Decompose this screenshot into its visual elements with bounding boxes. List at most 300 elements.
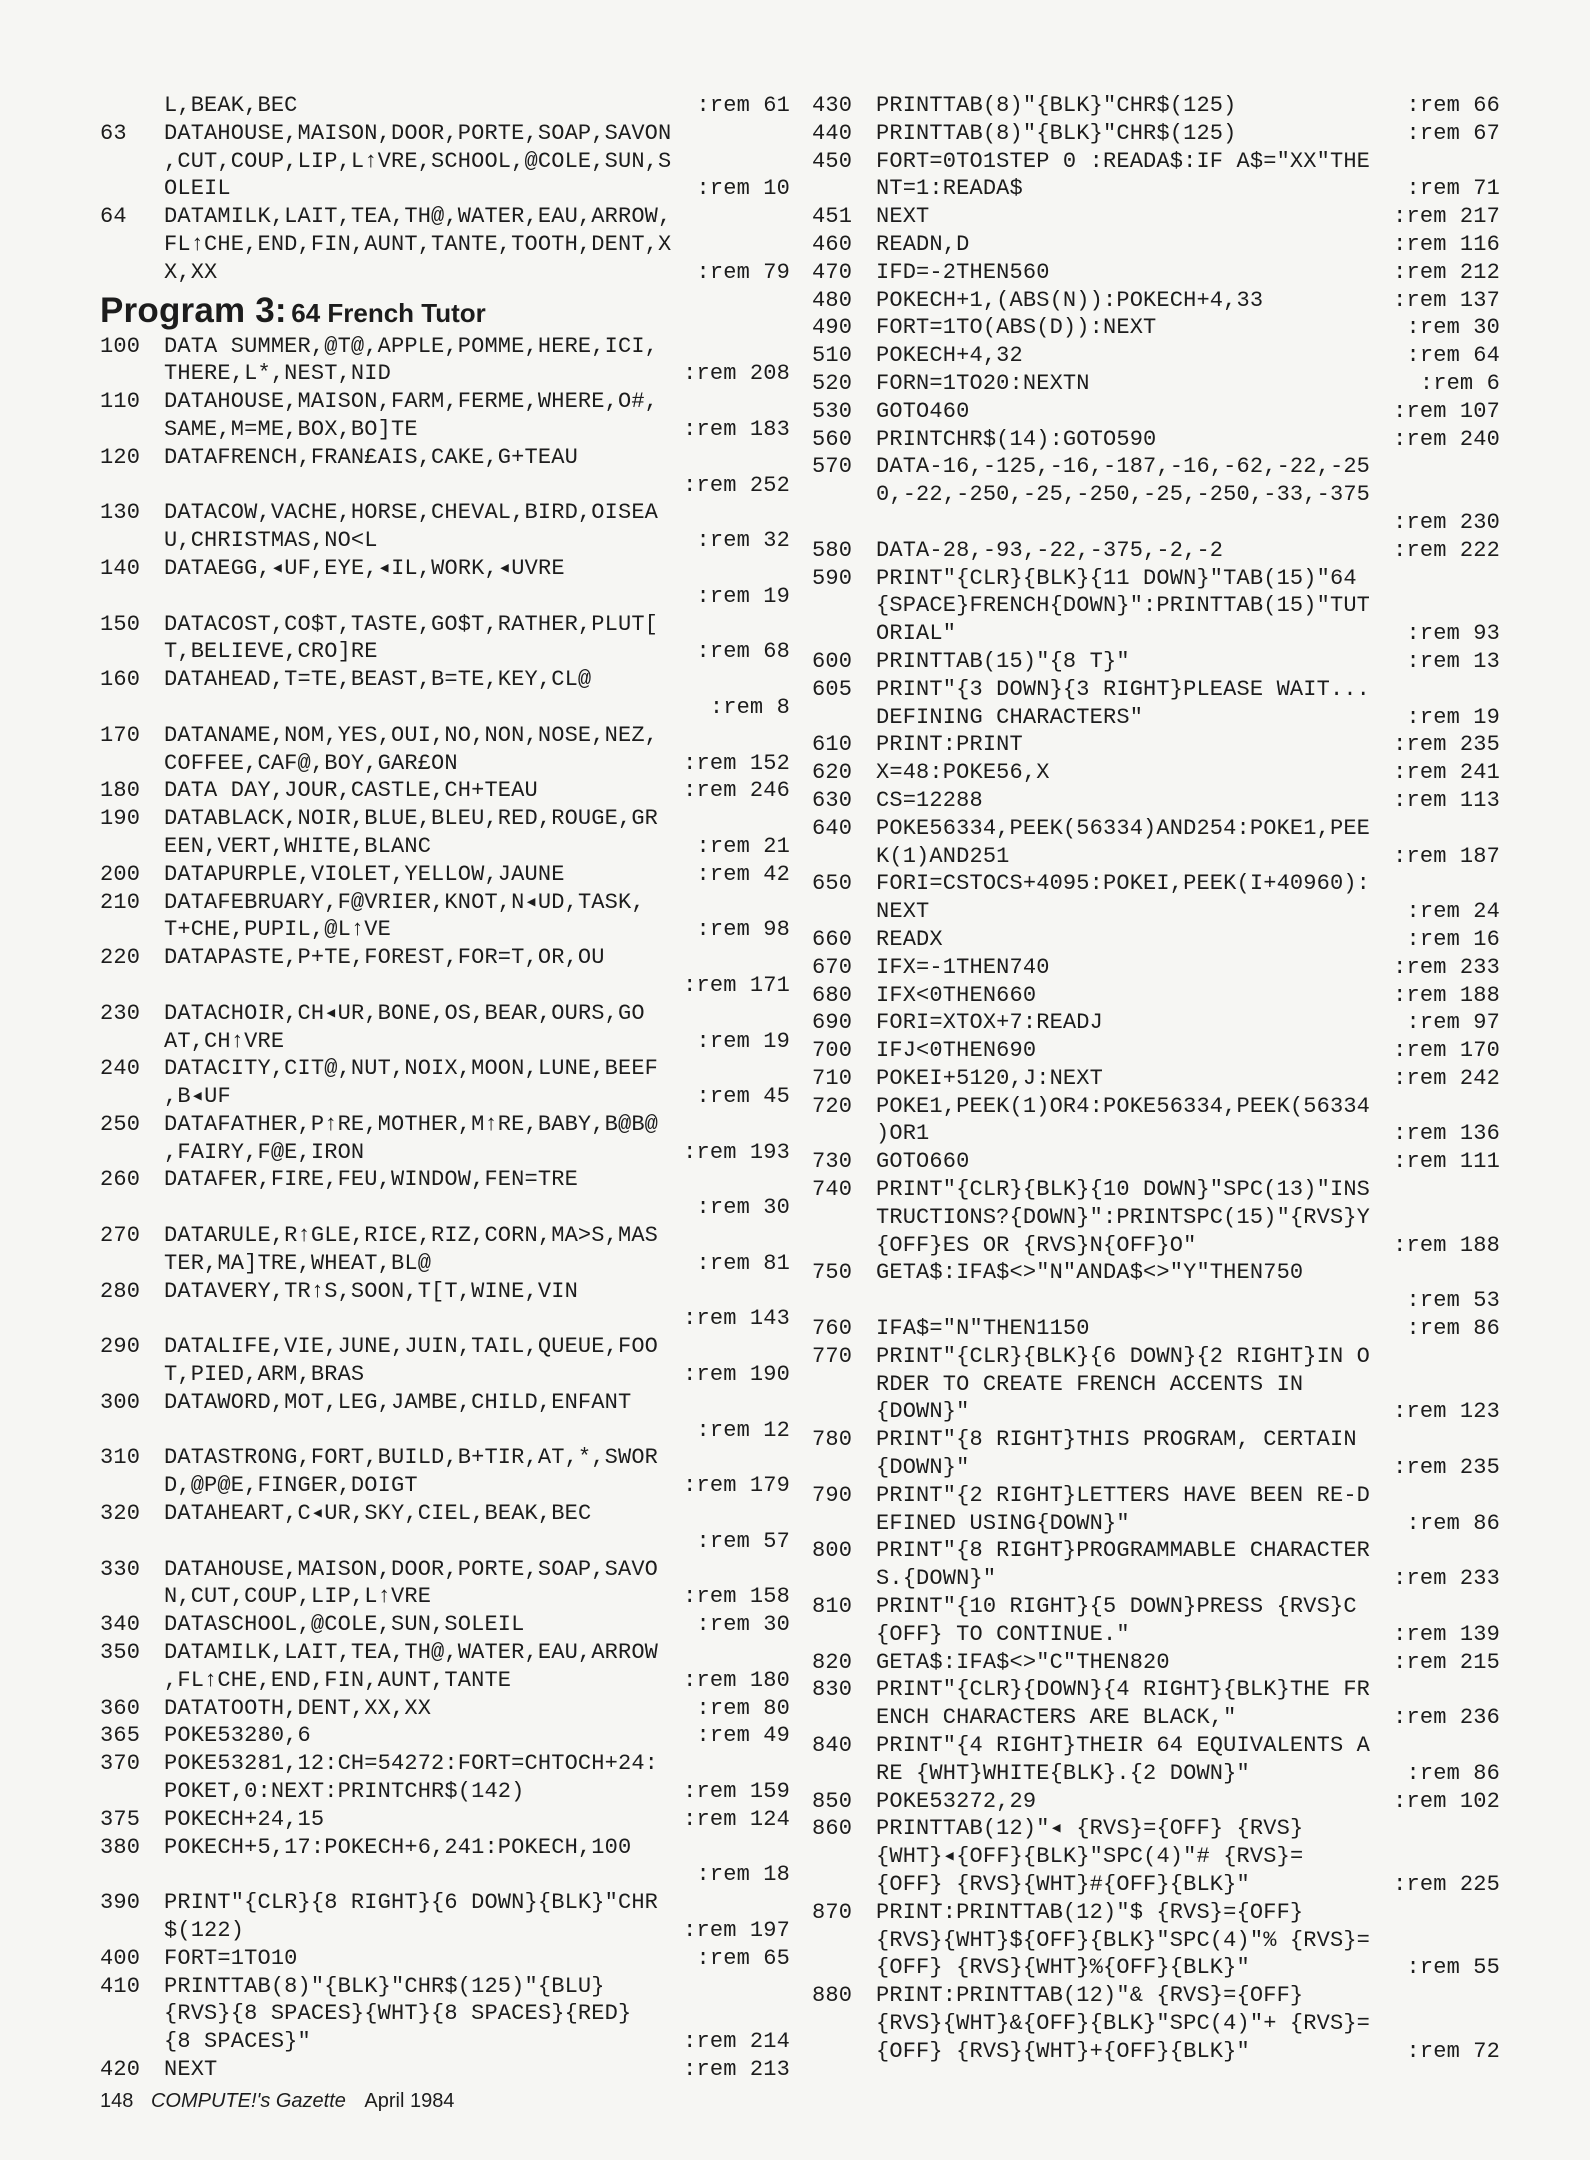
rem-checksum: :rem 86 (1406, 1760, 1500, 1786)
code-line (812, 2010, 1500, 2038)
line-number: 400 (100, 1945, 141, 1971)
code-text: DATACITY,CIT@,NUT,NOIX,MOON,LUNE,BEEF (164, 1056, 659, 1082)
rem-checksum: :rem 241 (1393, 760, 1500, 786)
code-line (100, 1528, 790, 1556)
rem-checksum: :rem 65 (696, 1945, 790, 1971)
code-text: FORI=XTOX+7:READJ (876, 1010, 1103, 1036)
code-line (100, 388, 790, 416)
code-text: PRINT"{8 RIGHT}PROGRAMMABLE CHARACTER (876, 1538, 1371, 1564)
rem-checksum: :rem 212 (1393, 259, 1500, 285)
code-text: FL↑CHE,END,FIN,AUNT,TANTE,TOOTH,DENT,X (164, 231, 672, 257)
code-line (100, 231, 790, 259)
code-text: {DOWN}" (876, 1399, 970, 1425)
code-line (100, 1722, 790, 1750)
code-text: COFFEE,CAF@,BOY,GAR£ON (164, 750, 458, 776)
code-text: DATAHEAD,T=TE,BEAST,B=TE,KEY,CL@ (164, 667, 592, 693)
rem-checksum: :rem 12 (696, 1417, 790, 1443)
rem-checksum: :rem 57 (696, 1528, 790, 1554)
code-line (100, 1444, 790, 1472)
code-text: PRINT:PRINTTAB(12)"& {RVS}={OFF} (876, 1983, 1304, 2009)
code-line (812, 1704, 1500, 1732)
code-line (812, 1232, 1500, 1260)
code-line (812, 1259, 1500, 1287)
line-number: 330 (100, 1556, 141, 1582)
code-line (100, 148, 790, 176)
code-line (812, 731, 1500, 759)
line-number: 220 (100, 945, 141, 971)
rem-checksum: :rem 158 (683, 1584, 790, 1610)
rem-checksum: :rem 171 (683, 972, 790, 998)
code-line (100, 750, 790, 778)
code-line (812, 370, 1500, 398)
line-number: 63 (100, 120, 127, 146)
code-line (100, 611, 790, 639)
code-line (100, 1111, 790, 1139)
program-3-listing-part-2 (812, 92, 1500, 2066)
line-number: 120 (100, 444, 141, 470)
code-line (812, 453, 1500, 481)
code-text: DATAHOUSE,MAISON,DOOR,PORTE,SOAP,SAVON (164, 120, 672, 146)
code-text: NEXT (164, 2056, 218, 2082)
rem-checksum: :rem 24 (1406, 899, 1500, 925)
code-text: ENCH CHARACTERS ARE BLACK," (876, 1705, 1237, 1731)
rem-checksum: :rem 71 (1406, 176, 1500, 202)
code-line (100, 1500, 790, 1528)
code-line (812, 1593, 1500, 1621)
code-text: {DOWN}" (876, 1455, 970, 1481)
code-text: DATAWORD,MOT,LEG,JAMBE,CHILD,ENFANT (164, 1389, 632, 1415)
rem-checksum: :rem 225 (1393, 1872, 1500, 1897)
code-line (812, 1788, 1500, 1816)
line-number: 740 (812, 1177, 853, 1203)
code-line (100, 360, 790, 388)
code-line (812, 1148, 1500, 1176)
code-line (812, 481, 1500, 509)
rem-checksum: :rem 159 (683, 1779, 790, 1805)
rem-checksum: :rem 187 (1393, 843, 1500, 869)
rem-checksum: :rem 32 (696, 528, 790, 554)
line-number: 110 (100, 389, 141, 415)
code-line (100, 889, 790, 917)
code-line (812, 620, 1500, 648)
code-text: K(1)AND251 (876, 843, 1010, 869)
code-line (812, 1426, 1500, 1454)
code-text: PRINT"{4 RIGHT}THEIR 64 EQUIVALENTS A (876, 1733, 1371, 1759)
line-number: 600 (812, 648, 853, 674)
rem-checksum: :rem 217 (1393, 204, 1500, 230)
line-number: 560 (812, 426, 853, 452)
line-number: 780 (812, 1427, 853, 1453)
code-text: TER,MA]TRE,WHEAT,BL@ (164, 1250, 432, 1276)
code-text: GETA$:IFA$<>"N"ANDA$<>"Y"THEN750 (876, 1260, 1304, 1286)
rem-checksum: :rem 214 (683, 2029, 790, 2055)
code-line (100, 583, 790, 611)
code-line (812, 592, 1500, 620)
code-text: DATARULE,R↑GLE,RICE,RIZ,CORN,MA>S,MAS (164, 1223, 659, 1249)
rem-checksum: :rem 193 (683, 1139, 790, 1165)
code-line (100, 259, 790, 287)
code-line (100, 1778, 790, 1806)
code-text: PRINT"{CLR}{8 RIGHT}{6 DOWN}{BLK}"CHR (164, 1890, 659, 1916)
code-line (812, 1982, 1500, 2010)
code-line (812, 1843, 1500, 1871)
code-line (100, 916, 790, 944)
code-text: PRINTTAB(8)"{BLK}"CHR$(125) (876, 120, 1237, 146)
code-text: IFJ<0THEN690 (876, 1038, 1037, 1064)
code-text: {OFF} {RVS}{WHT}%{OFF}{BLK}" (876, 1955, 1250, 1981)
line-number: 520 (812, 370, 853, 396)
rem-checksum: :rem 93 (1406, 621, 1500, 647)
code-line (100, 1000, 790, 1028)
line-number: 230 (100, 1000, 141, 1026)
code-text: POKEI+5120,J:NEXT (876, 1065, 1103, 1091)
code-text: DATAHEART,C◂UR,SKY,CIEL,BEAK,BEC (164, 1501, 592, 1527)
rem-checksum: :rem 143 (683, 1306, 790, 1332)
line-number: 730 (812, 1149, 853, 1175)
code-line (100, 1055, 790, 1083)
line-number: 140 (100, 555, 141, 581)
rem-checksum: :rem 188 (1393, 982, 1500, 1008)
code-text: ,B◂UF (164, 1084, 231, 1110)
code-line (100, 1194, 790, 1222)
code-text: DATAPASTE,P+TE,FOREST,FOR=T,OR,OU (164, 945, 605, 971)
line-number: 750 (812, 1260, 853, 1286)
code-text: PRINT"{CLR}{BLK}{6 DOWN}{2 RIGHT}IN O (876, 1343, 1371, 1369)
line-number: 160 (100, 667, 141, 693)
code-line (812, 259, 1500, 287)
code-line (100, 1083, 790, 1111)
rem-checksum: :rem 6 (1419, 370, 1500, 396)
code-text: PRINT:PRINTTAB(12)"$ {RVS}={OFF} (876, 1899, 1304, 1925)
line-number: 700 (812, 1038, 853, 1064)
line-number: 470 (812, 259, 853, 285)
code-text: POKECH+24,15 (164, 1806, 325, 1832)
line-number: 570 (812, 454, 853, 480)
code-text: PRINT"{CLR}{BLK}{11 DOWN}"TAB(15)"64 (876, 565, 1357, 591)
line-number: 420 (100, 2056, 141, 2082)
code-text: FORN=1TO20:NEXTN (876, 370, 1090, 396)
code-text: POKECH+4,32 (876, 343, 1023, 369)
line-number: 830 (812, 1677, 853, 1703)
code-line (812, 676, 1500, 704)
code-line (812, 1343, 1500, 1371)
code-line (100, 1917, 790, 1945)
code-line (812, 1927, 1500, 1955)
code-line (812, 1676, 1500, 1704)
code-text: PRINTTAB(8)"{BLK}"CHR$(125) (876, 93, 1237, 118)
code-text: POKE56334,PEEK(56334)AND254:POKE1,PEE (876, 815, 1371, 841)
page-footer (100, 2090, 454, 2113)
code-line (100, 499, 790, 527)
rem-checksum: :rem 30 (696, 1195, 790, 1221)
code-text: POKE1,PEEK(1)OR4:POKE56334,PEEK(56334 (876, 1093, 1371, 1119)
code-line (812, 1398, 1500, 1426)
code-line (100, 203, 790, 231)
line-number: 320 (100, 1501, 141, 1527)
code-line (812, 1760, 1500, 1788)
line-number: 880 (812, 1983, 853, 2009)
line-number: 180 (100, 778, 141, 804)
code-text: FORT=0TO1STEP 0 :READA$:IF A$="XX"THE (876, 148, 1371, 174)
code-text: X,XX (164, 259, 218, 285)
line-number: 290 (100, 1334, 141, 1360)
code-line (100, 92, 790, 120)
line-number: 660 (812, 926, 853, 952)
rem-checksum: :rem 68 (696, 639, 790, 665)
code-text: {RVS}{WHT}${OFF}{BLK}"SPC(4)"% {RVS}= (876, 1927, 1371, 1953)
issue-date: April 1984 (364, 2090, 455, 2112)
code-text: IFD=-2THEN560 (876, 259, 1050, 285)
code-text: FORI=CSTOCS+4095:POKEI,PEEK(I+40960): (876, 871, 1371, 897)
code-text: PRINT"{CLR}{DOWN}{4 RIGHT}{BLK}THE FR (876, 1677, 1371, 1703)
line-number: 810 (812, 1594, 853, 1620)
code-line (100, 120, 790, 148)
code-text: PRINT"{8 RIGHT}THIS PROGRAM, CERTAIN (876, 1427, 1357, 1453)
program-subtitle: 64 French Tutor (291, 297, 486, 328)
rem-checksum: :rem 86 (1406, 1316, 1500, 1342)
rem-checksum: :rem 213 (683, 2056, 790, 2082)
rem-checksum: :rem 190 (683, 1362, 790, 1388)
line-number: 860 (812, 1816, 853, 1842)
line-number: 620 (812, 760, 853, 786)
rem-checksum: :rem 19 (1406, 704, 1500, 730)
code-line (812, 398, 1500, 426)
rem-checksum: :rem 72 (1406, 2038, 1500, 2064)
code-text: NT=1:READA$ (876, 176, 1023, 202)
rem-checksum: :rem 179 (683, 1473, 790, 1499)
rem-checksum: :rem 79 (696, 259, 790, 285)
code-line (812, 342, 1500, 370)
rem-checksum: :rem 136 (1393, 1121, 1500, 1147)
rem-checksum: :rem 208 (683, 361, 790, 387)
code-line (100, 1361, 790, 1389)
code-text: PRINT"{3 DOWN}{3 RIGHT}PLEASE WAIT... (876, 676, 1371, 702)
code-line (812, 1899, 1500, 1927)
code-line (812, 1037, 1500, 1065)
code-line (812, 1510, 1500, 1538)
code-text: DATASCHOOL,@COLE,SUN,SOLEIL (164, 1612, 525, 1638)
code-line (812, 426, 1500, 454)
code-line (100, 1639, 790, 1667)
code-text: READN,D (876, 231, 970, 257)
line-number: 64 (100, 204, 127, 230)
code-text: DATA SUMMER,@T@,APPLE,POMME,HERE,ICI, (164, 333, 659, 359)
code-text: DATANAME,NOM,YES,OUI,NO,NON,NOSE,NEZ, (164, 722, 659, 748)
code-text: DATAHOUSE,MAISON,DOOR,PORTE,SOAP,SAVO (164, 1556, 659, 1582)
rem-checksum: :rem 123 (1393, 1399, 1500, 1425)
rem-checksum: :rem 19 (696, 583, 790, 609)
code-line (812, 231, 1500, 259)
code-line (100, 1250, 790, 1278)
code-line (100, 1333, 790, 1361)
code-text: PRINTTAB(12)"◂ {RVS}={OFF} {RVS} (876, 1816, 1304, 1842)
line-number: 340 (100, 1612, 141, 1638)
code-text: T,PIED,ARM,BRAS (164, 1362, 365, 1388)
code-line (812, 1482, 1500, 1510)
rem-checksum: :rem 152 (683, 750, 790, 776)
code-line (100, 1695, 790, 1723)
code-line (100, 1389, 790, 1417)
code-text: S.{DOWN}" (876, 1566, 997, 1592)
code-line (100, 1028, 790, 1056)
code-line (100, 444, 790, 472)
code-text: POKET,0:NEXT:PRINTCHR$(142) (164, 1779, 525, 1805)
code-text: PRINT"{2 RIGHT}LETTERS HAVE BEEN RE-D (876, 1482, 1371, 1508)
rem-checksum: :rem 49 (696, 1723, 790, 1749)
rem-checksum: :rem 61 (696, 93, 790, 118)
line-number: 760 (812, 1316, 853, 1342)
code-text: NEXT (876, 899, 930, 925)
line-number: 720 (812, 1093, 853, 1119)
code-text: T+CHE,PUPIL,@L↑VE (164, 917, 391, 943)
line-number: 250 (100, 1111, 141, 1137)
code-text: X=48:POKE56,X (876, 760, 1050, 786)
code-text: $(122) (164, 1918, 245, 1943)
code-text: DATATOOTH,DENT,XX,XX (164, 1695, 432, 1721)
line-number: 150 (100, 611, 141, 637)
rem-checksum: :rem 137 (1393, 287, 1500, 313)
rem-checksum: :rem 81 (696, 1250, 790, 1276)
code-line (100, 175, 790, 203)
code-line (100, 1945, 790, 1973)
line-number: 640 (812, 815, 853, 841)
code-text: {WHT}◂{OFF}{BLK}"SPC(4)"# {RVS}= (876, 1844, 1304, 1870)
code-text: {RVS}{WHT}&{OFF}{BLK}"SPC(4)"+ {RVS}= (876, 2010, 1371, 2036)
code-text: FORT=1TO10 (164, 1945, 298, 1971)
code-line (100, 1861, 790, 1889)
line-number: 610 (812, 732, 853, 758)
code-line (100, 472, 790, 500)
code-line (812, 509, 1500, 537)
code-line (100, 861, 790, 889)
code-text: DATACOST,CO$T,TASTE,GO$T,RATHER,PLUT[ (164, 611, 659, 637)
code-text: {OFF} {RVS}{WHT}#{OFF}{BLK}" (876, 1872, 1250, 1897)
code-text: SAME,M=ME,BOX,BO]TE (164, 416, 418, 442)
code-text: {OFF} {RVS}{WHT}+{OFF}{BLK}" (876, 2038, 1250, 2064)
code-line (812, 1315, 1500, 1343)
code-line (812, 954, 1500, 982)
rem-checksum: :rem 55 (1406, 1955, 1500, 1981)
code-line (812, 787, 1500, 815)
code-line (812, 287, 1500, 315)
code-text: 0,-22,-250,-25,-250,-25,-250,-33,-375 (876, 482, 1371, 508)
code-text: DATAMILK,LAIT,TEA,TH@,WATER,EAU,ARROW (164, 1640, 659, 1666)
code-line (100, 638, 790, 666)
rem-checksum: :rem 111 (1393, 1149, 1500, 1175)
code-text: {OFF} TO CONTINUE." (876, 1621, 1130, 1647)
code-line (100, 1834, 790, 1862)
line-number: 850 (812, 1788, 853, 1814)
code-text: OLEIL (164, 176, 231, 202)
code-text: GOTO460 (876, 398, 970, 424)
program-heading (100, 291, 790, 331)
code-line (812, 815, 1500, 843)
code-text: DATAPURPLE,VIOLET,YELLOW,JAUNE (164, 861, 565, 887)
rem-checksum: :rem 240 (1393, 426, 1500, 452)
line-number: 690 (812, 1010, 853, 1036)
code-text: NEXT (876, 204, 930, 230)
code-line (812, 1120, 1500, 1148)
code-text: POKE53281,12:CH=54272:FORT=CHTOCH+24: (164, 1751, 659, 1777)
code-text: ORIAL" (876, 621, 957, 647)
rem-checksum: :rem 107 (1393, 398, 1500, 424)
code-line (812, 843, 1500, 871)
line-number: 390 (100, 1890, 141, 1916)
right-column (812, 92, 1500, 2066)
code-text: {RVS}{8 SPACES}{WHT}{8 SPACES}{RED} (164, 2001, 632, 2027)
rem-checksum: :rem 21 (696, 833, 790, 859)
rem-checksum: :rem 16 (1406, 926, 1500, 952)
code-text: {OFF}ES OR {RVS}N{OFF}O" (876, 1232, 1197, 1258)
program-3-listing-part-1 (100, 333, 790, 2084)
code-text: {SPACE}FRENCH{DOWN}":PRINTTAB(15)"TUT (876, 593, 1371, 619)
code-text: DATACOW,VACHE,HORSE,CHEVAL,BIRD,OISEA (164, 500, 659, 526)
code-line (812, 1621, 1500, 1649)
code-line (100, 2000, 790, 2028)
left-column (100, 92, 790, 2084)
code-text: {8 SPACES}" (164, 2029, 311, 2055)
code-text: N,CUT,COUP,LIP,L↑VRE (164, 1584, 432, 1610)
rem-checksum: :rem 10 (696, 176, 790, 202)
line-number: 410 (100, 1973, 141, 1999)
line-number: 605 (812, 676, 853, 702)
rem-checksum: :rem 252 (683, 472, 790, 498)
code-line (812, 120, 1500, 148)
publication-name: COMPUTE!'s Gazette (150, 2090, 346, 2112)
code-line (812, 759, 1500, 787)
code-text: U,CHRISTMAS,NO<L (164, 528, 378, 554)
code-line (812, 314, 1500, 342)
code-line (812, 1815, 1500, 1843)
code-text: )OR1 (876, 1121, 930, 1147)
line-number: 260 (100, 1167, 141, 1193)
rem-checksum: :rem 139 (1393, 1621, 1500, 1647)
line-number: 460 (812, 231, 853, 257)
line-number: 100 (100, 333, 141, 359)
code-text: POKECH+5,17:POKECH+6,241:POKECH,100 (164, 1834, 632, 1860)
rem-checksum: :rem 235 (1393, 1455, 1500, 1481)
rem-checksum: :rem 66 (1406, 93, 1500, 118)
code-text: DATASTRONG,FORT,BUILD,B+TIR,AT,*,SWOR (164, 1445, 659, 1471)
rem-checksum: :rem 233 (1393, 954, 1500, 980)
code-line (812, 203, 1500, 231)
code-text: EFINED USING{DOWN}" (876, 1510, 1130, 1536)
code-line (100, 1166, 790, 1194)
line-number: 650 (812, 871, 853, 897)
code-line (100, 666, 790, 694)
code-line (100, 722, 790, 750)
code-text: PRINT"{CLR}{BLK}{10 DOWN}"SPC(13)"INS (876, 1177, 1371, 1203)
rem-checksum: :rem 18 (696, 1862, 790, 1888)
code-line (100, 2056, 790, 2084)
line-number: 870 (812, 1899, 853, 1925)
code-text: DATACHOIR,CH◂UR,BONE,OS,BEAR,OURS,GO (164, 1000, 645, 1026)
code-text: L,BEAK,BEC (164, 93, 298, 118)
code-line (812, 175, 1500, 203)
rem-checksum: :rem 235 (1393, 732, 1500, 758)
code-text: IFA$="N"THEN1150 (876, 1316, 1090, 1342)
code-text: PRINTCHR$(14):GOTO590 (876, 426, 1157, 452)
rem-checksum: :rem 242 (1393, 1065, 1500, 1091)
line-number: 170 (100, 722, 141, 748)
code-line (100, 972, 790, 1000)
code-line (100, 1139, 790, 1167)
code-line (812, 1093, 1500, 1121)
line-number: 440 (812, 120, 853, 146)
code-text: IFX=-1THEN740 (876, 954, 1050, 980)
code-line (812, 2038, 1500, 2066)
code-line (100, 1305, 790, 1333)
